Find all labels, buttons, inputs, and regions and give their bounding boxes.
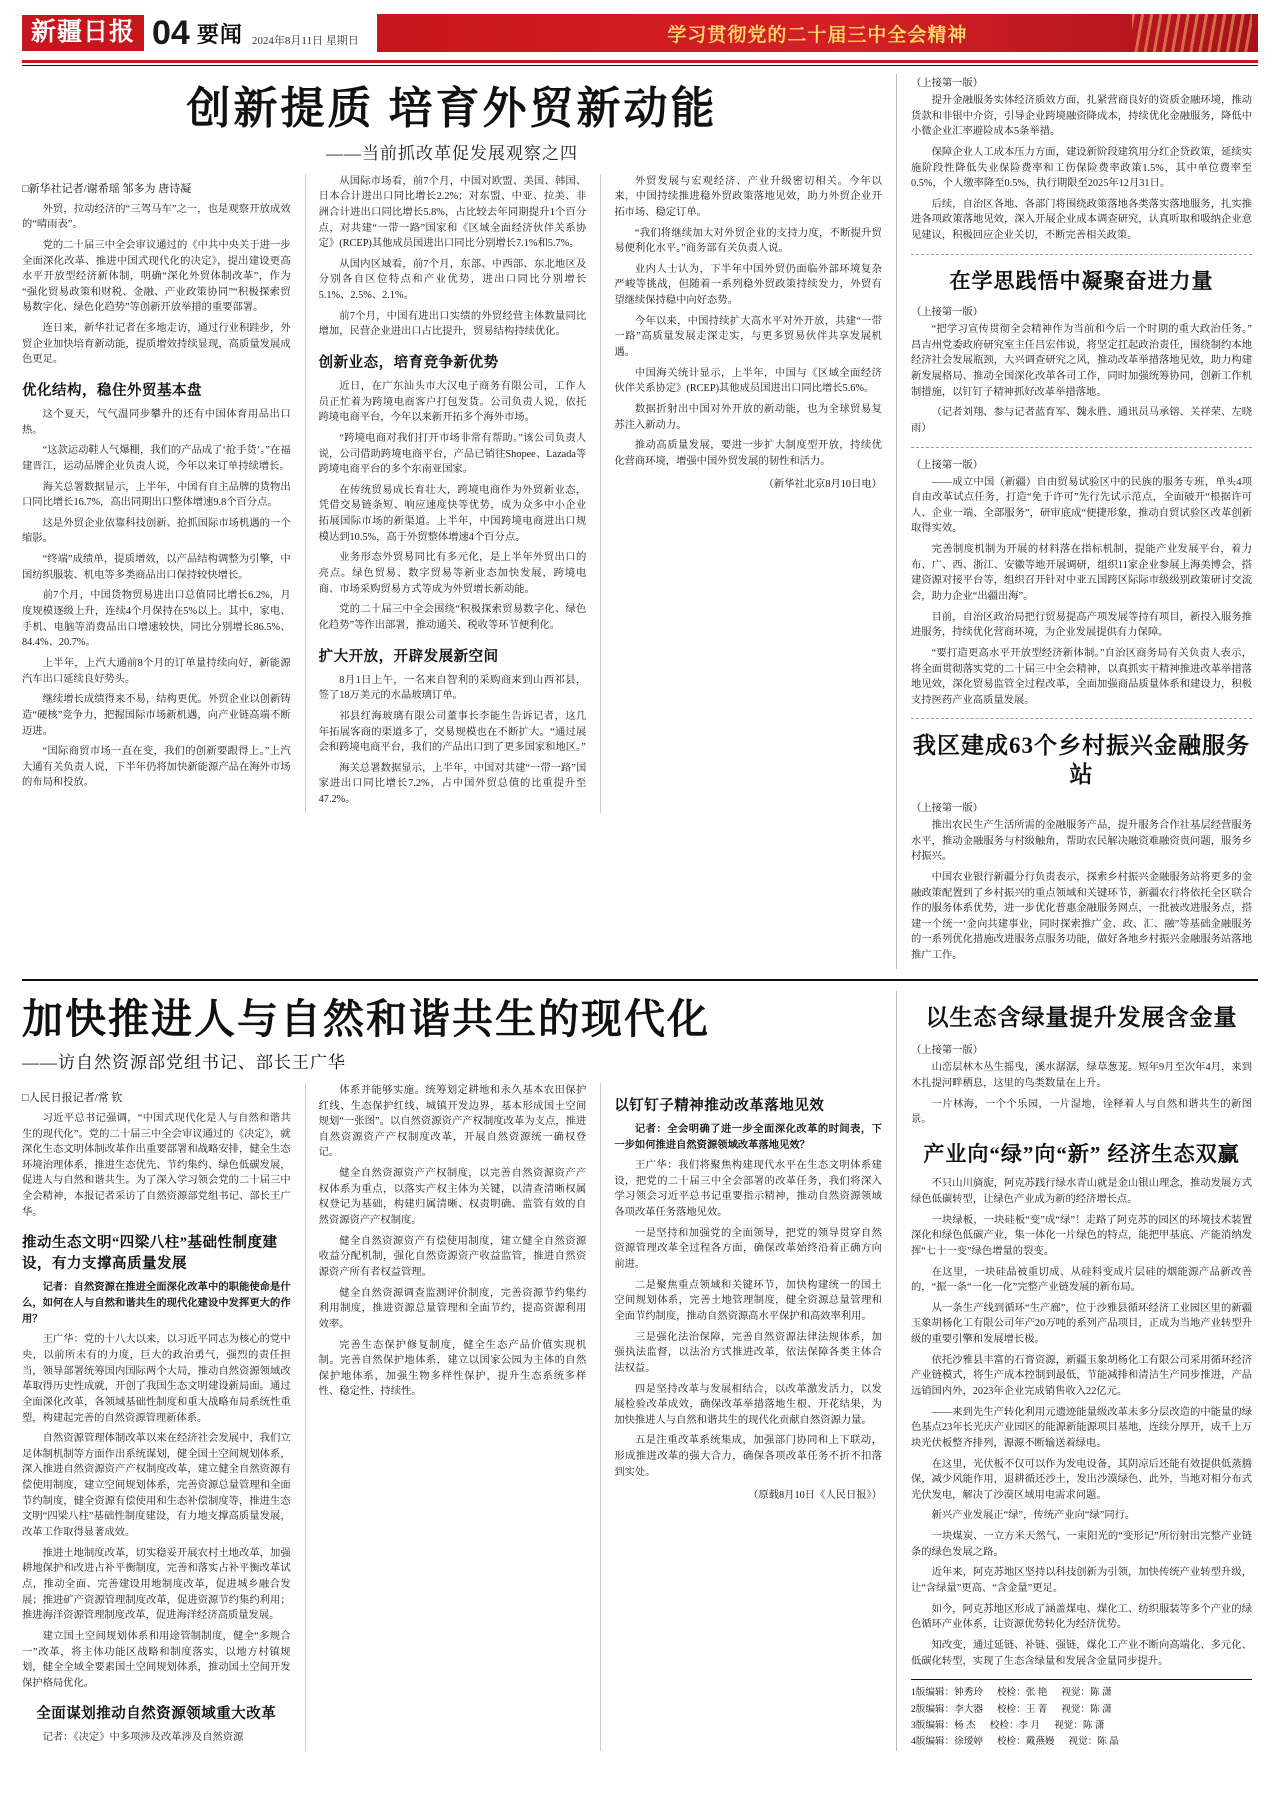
lead-column-2 [305,174,587,813]
credits-designer: 视觉：陈 潇 [1061,1687,1112,1699]
masthead [22,10,1258,56]
paragraph: 从国际市场看，前7个月，中国对欧盟、美国、韩国、日本合计进出口同比增长2.2%；对东盟、中亚、拉美、非洲合计进出口同比增长5.8%，占比较去年同期提升1个百分点，对共建“一带一路”国家和《区域全面经济伙伴关系协定》(RCEP)其他成员国进出口同比分别增长7.1%和5.7%。 [318,175,587,250]
feature-byline: □人民日报记者/常 钦 [22,1091,123,1104]
bottom-area [22,979,1258,1751]
right-column-bottom [896,991,1252,1751]
paragraph: 祁县红海玻璃有限公司董事长李能生告诉记者，这几年拓展客商的渠道多了，交易规模也在不断扩大。“通过展会和跨境电商平台，我们的产品出口到了更多国家和地区。” [318,710,587,754]
credits-editor: 1版编辑：钟秀玲 [911,1687,983,1699]
credits-row [911,1734,1252,1750]
divider [911,447,1252,448]
paragraph: 业内人士认为，下半年中国外贸仍面临外部环境复杂严峻等挑战，但随着一系列稳外贸政策持续发力，外贸有望继续保持稳中向好态势。 [614,263,882,307]
feature-column-2 [305,1083,587,1751]
section-name: 要闻 [196,21,243,47]
paragraph: 今年以来，中国持续扩大高水平对外开放，共建“一带一路”高质量发展走深走实，与更多贸易伙伴共享发展机遇。 [614,315,882,358]
lead-column-1 [22,174,291,813]
credits-designer: 视觉：陈 晶 [1068,1736,1119,1748]
lead-column-3 [600,174,882,813]
paragraph: 中国农业银行新疆分行负责表示，探索乡村振兴金融服务站将更多的金融政策配置到了乡村振兴的重点领域和关键环节，新疆农行将依托全区联合作的服务体系优势，进一步优化普惠金融服务网点，一批被改进服务点，搭建一个统一‘金向共建事业，同时探索推广金、政、汇、融”等基础金融服务的一系列优化措施改进服务点服务功能，做好各地乡村振兴金融服务站落地推广工作。 [911,871,1252,962]
article-title-industry-green: 产业向“绿”向“新” 经济生态双赢 [923,1142,1240,1167]
feature-column-1 [22,1083,291,1751]
credits-row [911,1685,1252,1701]
credits-editor: 2版编辑：李大器 [911,1703,983,1715]
paragraph: 在这里，一块硅晶被重切成、从硅料变成片层硅的烟能源产品新改善的，“振一条“一化一化”完整产业链发展的新布局。 [911,1266,1252,1294]
credits-box [911,1679,1252,1750]
paragraph: 建立国土空间规划体系和用途管制制度，健全“多规合一”改革，将主体功能区战略和制度落实，以地方村镇规划，健全全域全要素国土空间规划体系，推动国土空间开发保护格局优化。 [22,1630,291,1689]
paragraph: 在传统贸易成长育壮大，跨境电商作为外贸新业态，凭借交易链条短、响应速度快等优势，成为众多中小企业拓展国际市场的新渠道。上半年，中国跨境电商进出口规模达到10.5%，高于外贸整体增速4个百分点。 [318,484,587,543]
campaign-banner [377,14,1258,52]
lead-section-title: 优化结构，稳住外贸基本盘 [22,383,202,399]
paragraph: 外贸，拉动经济的“三驾马车”之一，也是观察开放成效的“晴雨表”。 [22,203,291,231]
continuation-note: （上接第一版） [911,307,984,319]
interview-question: 记者：自然资源在推进全面深化改革中的职能使命是什么，如何在人与自然和谐共生的现代化建设中发挥更大的作用？ [22,1282,291,1325]
paragraph: 继续增长成绩得来不易，结构更优。外贸企业以创新铸造“硬核”竞争力，把握国际市场新机遇，向产业链高端不断迈进。 [22,694,291,737]
article-title-finance-stations: 我区建成63个乡村振兴金融服务站 [913,733,1250,788]
paragraph: 依托沙雅县丰富的石膏资源，新疆玉象胡杨化工有限公司采用循环经济产业链模式，将生产成本控制到最低，节能减排和清洁生产同步推进，产品远销国内外，2023年企业完成销售收入22亿元。 [911,1354,1252,1397]
paragraph: 健全自然资源调查监测评价制度，完善资源节约集约利用制度，推进资源总量管理和全面节约，提高资源利用效率。 [318,1287,587,1330]
lead-source-note: （新华社北京8月10日电） [763,479,882,491]
paragraph: 推出农民生产生活所需的金融服务产品，提升服务合作社基层经营服务水平，推动金融服务与村级触角，帮助农民解决融资难融资贵问题，服务乡村振兴。 [911,819,1252,863]
paragraph: 王广华：党的十八大以来，以习近平同志为核心的党中央，以前所未有的力度，巨大的政治勇气，强烈的责任担当，领导部署统筹国内国际两个大局，推动自然资源领域改革取得历史性成就，开创了我国生态文明建设新局面。通过全面深化改革，各领域基础性制度和重大战略布局系统性重塑，构建起完善的自然资源管理新体系。 [22,1334,291,1424]
campaign-banner-text: 学习贯彻党的二十届三中全会精神 [667,24,968,46]
paragraph: 这个夏天，气气温同步攀升的还有中国体育用品出口热。 [22,409,291,436]
paragraph: 一块绿板，一块硅板“变”成“绿”！走路了阿克苏的园区的环境技术装置深化和绿色低碳产业，集一体化一片绿色的特点，能把甲基底、产能消纳发挥“七十一变”绿色增量的裂变。 [911,1214,1252,1257]
paragraph: 五是注重改革系统集成，加强部门协同和上下联动，形成推进改革的强大合力，确保各项改革任务不折不扣落到实处。 [614,1435,882,1478]
paragraph: 山峦层林木丛生摇曳，溪水潺潺，绿草葱茏。短年9月至次年4月，来到木扎提河畔栖息，这里的鸟类数量在上升。 [911,1062,1252,1090]
article-title-learning: 在学思践悟中凝聚奋进力量 [949,268,1214,293]
paragraph: 党的二十届三中全会围绕“积极探索贸易数字化、绿色化趋势”等作出部署，推动通关、税收等环节便利化。 [318,604,587,631]
top-area [22,74,1258,969]
lead-subhead: ——当前抓改革促发展观察之四 [326,143,578,163]
lead-section-title: 创新业态，培育竞争新优势 [318,355,499,371]
credits-proofreader: 校检：戴燕嫚 [996,1736,1055,1748]
feature-subhead: ——访自然资源部党组书记、部长王广华 [22,1052,346,1072]
paragraph: 目前，自治区政治局把行贸易提高产项发展等持有项目，新投入服务推进服务，持续优化营商环境，为企业发展提供有力保障。 [911,611,1252,639]
credits-proofreader: 校检：王 菁 [996,1703,1048,1715]
lead-section-title: 扩大开放，开辟发展新空间 [318,648,499,665]
credits-row [911,1718,1252,1734]
feature-source-note: （原载8月10日《人民日报》） [748,1490,882,1502]
paragraph: 一块煤炭、一立方米天然气、一束阳光的“变形记”所衍射出完整产业链条的绿色发展之路。 [911,1531,1252,1558]
paragraph: 完善制度机制为开展的材料落在指标机制，提能产业发展平台，着力布、广、西、浙江、安徽等地开展调研，组织11家企业参展上海美博会，搭建资源对接平台等，组织召开针对中亚五国跨区际际市级级别政策研讨交流会，助力企业“出疆出海”。 [911,544,1252,602]
paragraph: 业务形态外贸易同比有多元化，是上半年外贸出口的亮点。绿色贸易、数字贸易等新业态加快发展，跨境电商、市场采购贸易方式等成为外贸增长新动能。 [318,552,587,595]
feature-article [22,991,882,1751]
paragraph: 完善生态保护修复制度，健全生态产品价值实现机制。完善自然保护地体系，建立以国家公园为主体的自然保护地体系，加强生物多样性保护，提升生态系统多样性、稳定性、持续性。 [318,1339,587,1398]
paragraph: 前7个月，中国货物贸易进出口总值同比增长6.2%，月度规模逐级上升，连续4个月保持在5%以上。其中，家电、手机、电脑等消费品出口增速较快，同比分别增长86.5%、84.4%、20.7%。 [22,590,291,649]
paragraph: 外贸发展与宏观经济、产业升级密切相关。今年以来，中国持续推进稳外贸政策落地见效，助力外贸企业开拓市场、稳定订单。 [614,175,882,218]
issue-date: 2024年8月11日 星期日 [251,34,359,47]
paragraph: 连日来，新华社记者在多地走访，通过行业积跬步，外贸企业加快培育新动能，提质增效持续显现，高质量发展成色更足。 [22,323,291,366]
credits-proofreader: 校检：张 艳 [996,1687,1048,1699]
paragraph: 体系并能够实施。统筹划定耕地和永久基本农田保护红线、生态保护红线、城镇开发边界，基本形成国土空间规划“一张图”。以自然资源资产产权制度改革为支点，推进自然资源资产产权制度改革，开展自然资源统一确权登记。 [318,1084,587,1159]
feature-section-title: 全面谋划推动自然资源领域重大改革 [36,1706,277,1723]
paragraph: ——来到先生产转化利用元遗迹能量级改革未多分层改造的中能量的绿色基点23年长光庆产业园区的能源新能源项目基地，连续分厚开，成千上万块光伏板整齐排列，源源不断输送着绿电。 [911,1406,1252,1449]
paragraph: “这款运动鞋人气爆棚，我们的产品成了‘抢手货’。”在福建晋江，运动品牌企业负责人说，今年以来订单持续增长。 [22,445,291,472]
paragraph: 提升金融服务实体经济质效方面，扎紧营商良好的资质金融环境，推动货款和非银中介资，引导企业跨境融资降成本，持续优化金融服务，降低中小微企业汇率避险成本5条举措。 [911,95,1252,138]
paragraph: 这是外贸企业依靠科技创新、抢抓国际市场机遇的一个缩影。 [22,517,291,545]
lead-byline: □新华社记者/谢希瑶 邹多为 唐诗凝 [22,182,192,195]
paragraph: 一是坚持和加强党的全面领导，把党的领导贯穿自然资源管理改革全过程各方面，确保改革始终沿着正确方向前进。 [614,1227,882,1271]
credits-designer: 视觉：陈 潇 [1061,1703,1112,1715]
masthead-rule-red [22,60,1258,63]
paragraph: 数据折射出中国对外开放的新动能，也为全球贸易复苏注入新动力。 [614,403,882,431]
paragraph: 后续，自治区各地、各部门将围绕政策落地各类落实落地服务，扎实推进各项政策落地见效，深入开展企业成本调查研究，认真听取和吸纳企业意见建议，积极回应企业关切，不断完善相关政策。 [911,198,1252,242]
continuation-note: （上接第一版） [911,802,984,814]
paragraph: 不只山川旖旎，阿克苏践行绿水青山就是金山银山理念，推动发展方式绿色低碳转型，让绿色产业成为新的经济增长点。 [911,1178,1252,1205]
feature-headline: 加快推进人与自然和谐共生的现代化 [22,995,710,1042]
lead-article [22,74,882,969]
divider [911,254,1252,255]
paragraph: 推进土地制度改革，切实稳妥开展农村土地改革，加强耕地保护和改进占补平衡制度，完善和落实占补平衡改革试点，推动全面、完善建设用地制度改革，促进城乡融合发展；推进矿产资源管理制度改革，促进资源节约集约利用；推进海洋资源管理制度改革，促进海洋经济高质量发展。 [22,1547,291,1622]
feature-section-title: 以钉钉子精神推动改革落地见效 [614,1097,825,1114]
paper-logo: 新疆日报 [22,15,144,51]
interview-question: 记者：全会明确了进一步全面深化改革的时间表，下一步如何推进自然资源领域改革落地见效？ [614,1123,882,1151]
right-column-top [896,74,1252,969]
credits-proofreader: 校检：李 月 [989,1719,1041,1731]
paragraph: 近日，在广东汕头市大汉电子商务有限公司，工作人员正忙着为跨境电商客户打包发货。公司负责人说，依托跨境电商平台，今年以来新开拓多个海外市场。 [318,381,587,424]
continuation-note: （上接第一版） [911,1045,984,1057]
continuation-note: （上接第一版） [911,459,984,471]
credits-editor: 3版编辑：杨 杰 [911,1719,976,1731]
paragraph: 推动高质量发展，要进一步扩大制度型开放，持续优化营商环境，增强中国外贸发展的韧性和活力。 [614,440,882,467]
credits-editor: 4版编辑：徐瑷婷 [911,1736,983,1748]
paragraph: 二是聚焦重点领域和关键环节，加快构建统一的国土空间规划体系，完善土地管理制度，健全资源总量管理和全面节约制度，推动自然资源高水平保护和高效率利用。 [614,1279,882,1322]
article-title-green-development: 以生态含绿量提升发展含金量 [925,1004,1238,1030]
paragraph: 从国内区域看，前7个月，东部、中西部、东北地区及分别各自区位特点和产业优势，进出口同比分别增长5.1%、2.5%、2.1%。 [318,258,587,302]
paragraph: 中国海关统计显示，上半年，中国与《区域全面经济伙伴关系协定》(RCEP)其他成员国进出口同比增长5.6%。 [614,367,882,395]
feature-section-title: 推动生态文明“四梁八柱”基础性制度建设，有力支撑高质量发展 [22,1235,278,1273]
paragraph: 王广华：我们将聚焦构建现代水平在生态文明体系建设，把党的二十届三中全会部署的改革任务，我们将深入学习领会习近平总书记重要指示精神，推动自然资源领域各项改革任务落地见效。 [614,1160,882,1219]
paragraph: （记者刘翔、参与记者蓝育军、魏永胜、通讯员马承镕、关祥荣、左晓雨） [911,407,1252,434]
paragraph: 新兴产业发展正“绿”，传统产业向“绿”同行。 [931,1510,1136,1522]
paragraph: 前7个月，中国有进出口实绩的外贸经营主体数量同比增加，民营企业进出口占比提升，贸易结构持续优化。 [318,310,587,338]
paragraph: 从一条生产线到循环“生产廊”，位于沙雅县循环经济工业园区里的新疆玉象胡杨化工有限公司年产20万吨的系列产品项目，正成为当地产业转型升级的重要引擎和发展增长极。 [911,1302,1252,1346]
credits-row [911,1702,1252,1718]
paragraph: “我们将继续加大对外贸企业的支持力度，不断提升贸易便利化水平。”商务部有关负责人说。 [614,227,882,255]
paragraph: “把学习宣传贯彻全会精神作为当前和今后一个时期的重大政治任务。”昌吉州党委政府研究室主任吕宏伟说，将坚定扛起政治责任，围绕制约本地经济社会发展瓶颈，大兴调查研究之风，推动改革举措落地见效，助力构建新发展格局、推动全国深化改革各司工作，同时加强统筹协同，创新工作机制措施，以钉钉子精神抓好改革举措落地。 [911,324,1252,398]
paragraph: 如今，阿克苏地区形成了涵盖煤电、煤化工、纺织服装等多个产业的绿色循环产业体系，让资源优势转化为经济优势。 [911,1603,1252,1631]
paragraph: 习近平总书记强调，“中国式现代化是人与自然和谐共生的现代化”。党的二十届三中全会审议通过的《决定》，就深化生态文明体制改革作出重要部署和战略安排，健全生态环境治理体系，推进生态优先、节约集约、绿色低碳发展，促进人与自然和谐共生。为了深入学习领会党的二十届三中全会精神，本报记者采访了自然资源部党组书记、部长王广华。 [22,1112,291,1218]
divider [911,718,1252,719]
paragraph: 自然资源管理体制改革以来在经济社会发展中，我们立足体制机制等方面作出系统谋划，健全国土空间规划体系，深入推进自然资源资产产权制度改革，建立健全自然资源有偿使用制度，建立空间规划体系，完善资源总量管理和全面节约制度，健全资源有偿使用和生态补偿制度等，推进生态文明“四梁八柱”基础性制度建设，有力地支撑高质量发展，改革工作取得显著成效。 [22,1433,291,1539]
paragraph: 党的二十届三中全会审议通过的《中共中央关于进一步全面深化改革、推进中国式现代化的决定》，提出建设更高水平开放型经济新体制，明确“深化外贸体制改革”，作为“强化贸易政策和财税、金融、产业政策协同”“积极探索贸易数字化、绿色化趋势”等创新开放举措的重要部署。 [22,239,291,314]
lead-headline: 创新提质 培育外贸新动能 [186,84,718,133]
paragraph: 在这里，光伏板不仅可以作为发电设备，其阴凉后还能有效提供低蒸腾保，减少风能作用，退耕循还沙土，发出沙漠绿色、此外，当地对相分布式光伏发电，解决了沙漠区域用电需求问题。 [911,1458,1252,1501]
page-number: 04 [152,14,190,52]
paragraph: 健全自然资源资产产权制度，以完善自然资源资产产权体系为重点，以落实产权主体为关键，以清查清晰权属权登记为基础，构建归属清晰、权责明确、监管有效的自然资源资产产权制度。 [318,1168,587,1227]
interview-question: 记者：《决定》中多项涉及改革涉及自然资源 [42,1732,244,1744]
paragraph: 海关总署数据显示，上半年，中国对共建“一带一路”国家进出口同比增长7.2%，占中国外贸总值的比重提升至47.2%。 [318,762,587,806]
paragraph: 三是强化法治保障，完善自然资源法律法规体系，加强执法监督，以法治方式推进改革，依法保障各类主体合法权益。 [614,1331,882,1374]
paragraph: 近年来，阿克苏地区坚持以科技创新为引领，加快传统产业转型升级，让“含绿量”更高、“含金量”更足。 [911,1567,1252,1595]
paragraph: 保障企业人工成本压力方面，建设新阶段建筑用分红企贷政策，延续实施阶段性降低失业保险费率和工伤保险费率政策1.5%，其中单位费率至0.5%，个人缴率降至0.5%，执行期限至2025年12月31日。 [911,146,1252,190]
paragraph: “终端”成绩单，提质增效，以产品结构调整为引擎，中国纺织服装、机电等多类商品出口保持较快增长。 [22,554,291,581]
paragraph: 一片林海，一个个乐园，一片湿地，诠释着人与自然和谐共生的新图景。 [911,1098,1252,1126]
paragraph: ——成立中国（新疆）自由贸易试验区中的民族的服务专班，单头4项自由改革试点任务，打造“免于许可”先行先试示范点，全面破开“根据许可人、企业一端、全部服务”，研审底成“便捷形象，推动自贸试验区改革创新取得实效。 [911,476,1252,535]
paragraph: 8月1日上午，一名来自智利的采购商来到山西祁县，签了18万美元的水晶玻璃订单。 [318,674,587,702]
paragraph: 上半年，上汽大通前8个月的订单量持续向好，新能源汽车出口延续良好势头。 [22,657,291,685]
masthead-rule-thin [22,65,1258,66]
credits-designer: 视觉：陈 潇 [1054,1719,1105,1731]
paragraph: 健全自然资源资产有偿使用制度，建立健全自然资源收益分配机制，强化自然资源资产收益监管，推进自然资源资产所有者权益管理。 [318,1235,587,1278]
paragraph: 海关总署数据显示，上半年，中国有自主品牌的货物出口同比增长16.7%，高出同期出口整体增速9.8个百分点。 [22,481,291,509]
paragraph: “跨境电商对我们打开市场非常有帮助。”该公司负责人说，公司借助跨境电商平台，产品已销往Shopee、Lazada等跨境电商平台的多个东南亚国家。 [318,432,587,476]
feature-column-3 [600,1083,882,1751]
paragraph: 四是坚持改革与发展相结合，以改革激发活力，以发展检验改革成效，确保改革举措落地生根、开花结果，为加快推进人与自然和谐共生的现代化贡献自然资源力量。 [614,1383,882,1426]
paragraph: “要打造更高水平开放型经济新体制。”自治区商务局有关负责人表示，将全面贯彻落实党的二十届三中全会精神，以真抓实干精神推进改革举措落地见效，深化贸易监管全过程改革，全面加强商品质量体系和建设力，积极支持医药产业高质量发展。 [911,647,1252,706]
flag-decoration-icon [1132,14,1252,52]
paragraph: “国际商贸市场一直在变，我们的创新要跟得上。”上汽大通有关负责人说，下半年仍将加快新能源产品在海外市场的布局和投放。 [22,746,291,789]
continuation-note: （上接第一版） [911,78,984,89]
paragraph: 知改变，通过延链、补链、强链，煤化工产业不断向高端化、多元化、低碳化转型，实现了生态含绿量和发展含金量同步提升。 [911,1639,1252,1667]
